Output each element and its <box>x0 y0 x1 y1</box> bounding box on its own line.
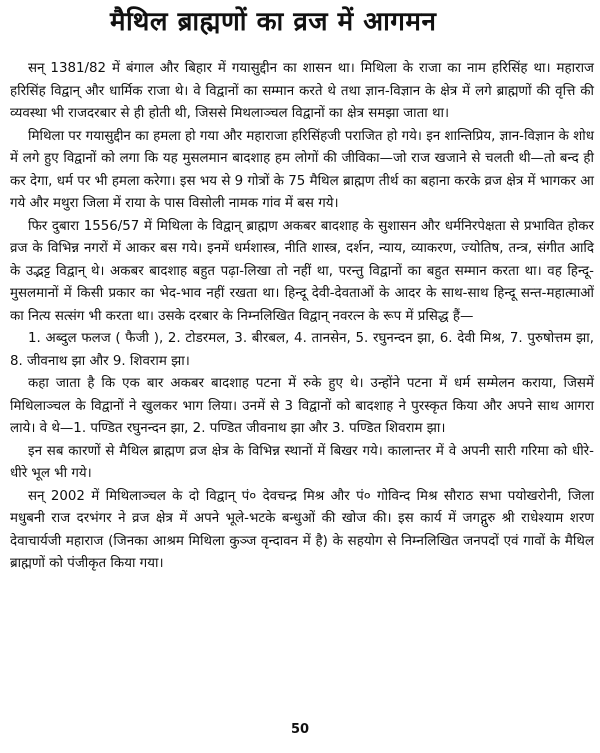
paragraph: फिर दुबारा 1556/57 में मिथिला के विद्वान् ब्राह्मण अकबर बादशाह के सुशासन और धर्मनिरपेक्षता से प्रभावित होकर व्रज के विभिन्न नगरों में आकर बस गये। इनमें धर्मशास्त्र, नीति शास्त्र, दर्शन, न्याय, व्याकरण, ज्योतिष, तन्त्र, संगीत आदि के उद्भट्ट विद्वान् थे। अकबर बादशाह बहुत पढ़ा-लिखा तो नहीं था, परन्तु विद्वानों का बहुत सम्मान करता था। वह हिन्दू-मुसलमानों में किसी प्रकार का भेद-भाव नहीं रखता था। हिन्दू देवी-देवताओं के आदर के साथ-साथ हिन्दू सन्त-महात्माओं का नित्य सत्संग भी करता था। उसके दरबार के निम्नलिखित विद्वान् नवरत्न के रूप में प्रसिद्ध हैं— <box>10 218 594 324</box>
paragraph: इन सब कारणों से मैथिल ब्राह्मण व्रज क्षेत्र के विभिन्न स्थानों में बिखर गये। कालान्तर में वे अपनी सारी गरिमा को धीरे-धीरे भूल भी गये। <box>10 443 594 481</box>
paragraph: मिथिला पर गयासुद्दीन का हमला हो गया और महाराजा हरिसिंहजी पराजित हो गये। इन शान्तिप्रिय, ज्ञान-विज्ञान के शोध में लगे हुए विद्वानों को लगा कि यह मुसलमान बादशाह हम लोगों की जीविका—जो राज खजाने से चलती थी—तो बन्द ही कर देगा, धर्म पर भी हमला करेगा। इस भय से 9 गोत्रों के 75 मैथिल ब्राह्मण तीर्थ का बहाना करके व्रज क्षेत्र में भागकर आ गये और मथुरा जिला में राया के पास विसोली नामक गांव में बस गये। <box>10 128 594 211</box>
page-number: 50 <box>290 722 310 737</box>
paragraph: सन् 1381/82 में बंगाल और बिहार में गयासुद्दीन का शासन था। मिथिला के राजा का नाम हरिसिंह था। महाराज हरिसिंह विद्वान् और धार्मिक राजा थे। वे विद्वानों का सम्मान करते थे तथा ज्ञान-विज्ञान के क्षेत्र में लगे ब्राह्मणों की वृत्ति की व्यवस्था भी राजदरबार से ही होती थी, जिससे मिथलाञ्चल विद्वानों का क्षेत्र समझा जाता था। <box>10 61 594 121</box>
paragraph: सन् 2002 में मिथिलाञ्चल के दो विद्वान् पं० देवचन्द्र मिश्र और पं० गोविन्द मिश्र सौराठ सभा पयोखरोनी, जिला मधुबनी राज दरभंगर ने व्रज क्षेत्र में अपने भूले-भटके बन्धुओं की खोज की। इस कार्य में जगद्गुरु श्री राधेश्याम शरण देवाचार्यजी महाराज (जिनका आश्रम मिथिला कुञ्ज वृन्दावन में है) के सहयोग से निम्नलिखित जनपदों एवं गावों के मैथिल ब्राह्मणों को पंजीकृत किया गया। <box>10 488 594 571</box>
paragraph: कहा जाता है कि एक बार अकबर बादशाह पटना में रुके हुए थे। उन्होंने पटना में धर्म सम्मेलन कराया, जिसमें मिथिलाञ्चल के विद्वानों ने खुलकर भाग लिया। उनमें से 3 विद्वानों को बादशाह ने पुरस्कृत किया और अपने साथ आगरा लाये। वे थे—1. पण्डित रघुनन्दन झा, 2. पण्डित जीवनाथ झा और 3. पण्डित शिवराम झा। <box>10 376 594 436</box>
body-text <box>10 58 594 576</box>
page-title: मैथिल ब्राह्मणों का व्रज में आगमन <box>110 7 437 37</box>
paragraph: 1. अब्दुल फलज ( फैजी ), 2. टोडरमल, 3. बीरबल, 4. तानसेन, 5. रघुनन्दन झा, 6. देवी मिश्र, 7. पुरुषोत्तम झा, 8. जीवनाथ झा और 9. शिवराम झा। <box>10 331 594 369</box>
